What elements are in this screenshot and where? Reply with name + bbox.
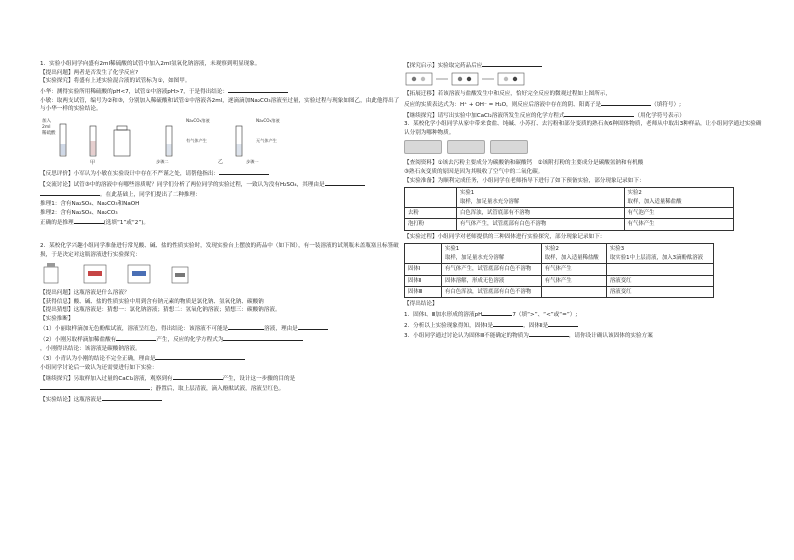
q2-problem: 【提出问题】这瓶溶液是什么溶液？ <box>40 289 130 296</box>
svg-text:甲: 甲 <box>90 159 96 166</box>
q2-stem: 2．某校化学兴趣小组同学准备进行常见酸、碱、盐的性质实验时，发现实验台上摆放的药品中（如下图），有一装溶液的试剂瓶未盖瓶塞且标签破损，于是决定对这瓶溶液进行实验探究： <box>40 242 399 258</box>
table-row: 实验1 取样，加足量水充分溶解 实验2 取样，加入适量稀盐酸 实验3 取实验1中上层清液，加入3滴酚酞溶液 <box>405 244 714 264</box>
table-row: 实验1 取样，加足量水充分溶解 实验2 取样，加入适量稀盐酸 <box>405 188 734 208</box>
r-expand: 【拓展迁移】若该溶液与盐酸发生中和反应，恰好完全反应的微观过程如上图所示， <box>404 91 611 98</box>
micro-process-diagram <box>404 71 554 87</box>
q2-step-3: （3）小青认为小刚的结论不完全正确，理由是 <box>40 353 400 364</box>
svg-text:Na₂CO₃溶液: Na₂CO₃溶液 <box>186 117 210 123</box>
q3-process: 【实验过程】小组同学对老师提供的三种固体进行实验探究，部分现象记录如下： <box>404 233 606 240</box>
q3-conclusion: 【得出结论】 <box>404 301 438 308</box>
figure-jia <box>40 116 140 166</box>
q2-info: 【获得信息】酸、碱、盐的性质实验中用到含有钠元素的物质是氯化钠、氢氧化钠、碳酸钠 <box>40 298 264 305</box>
q2-guess: 【提出猜想】这瓶溶液是：猜想一：氯化钠溶液；猜想二：氢氧化钠溶液；猜想三：碳酸钠溶液。 <box>40 307 281 314</box>
q2-conclusion: 【实验结论】这瓶溶液是 <box>40 394 400 405</box>
sample-images <box>404 140 764 158</box>
prep-table <box>404 187 734 231</box>
q3-conclusion-1: 1．固体Ⅰ、Ⅲ加水形成的溶液pH 7（填“>”、“<”或“=”）; <box>404 309 764 320</box>
svg-text:无气体产生: 无气体产生 <box>256 137 277 143</box>
q2-exp: 【实验推断】 <box>40 315 74 322</box>
sample-image-2 <box>447 140 485 154</box>
experiment-figure <box>40 116 400 166</box>
q3-conclusion-3: 3．小组同学通过讨论认为固体Ⅲ不能确定的物质为 ，请你设计确认该固体的实验方案 <box>404 330 764 341</box>
q3-conclusion-2: 2．分析以上实验现象得知，固体Ⅰ是 ，固体Ⅱ是 <box>404 320 764 331</box>
results-table <box>404 243 714 298</box>
svg-text:稀硫酸: 稀硫酸 <box>42 130 56 136</box>
q3-reference-2: ③熟石灰变质的原因是因为其吸收了空气中的二氧化碳。 <box>404 168 544 175</box>
q2-continue-cont: ；静置后，取上层清液，滴入酚酞试液，溶液呈红色。 <box>40 383 400 394</box>
sample-image-3 <box>490 140 528 154</box>
sample-image-1 <box>404 140 442 154</box>
q2-step-2-cont: ，小刚得出结论：该溶液是碳酸钠溶液。 <box>40 345 141 352</box>
table-row: 去粉 白色浑浊，试管底部有不溶物 有气泡产生 <box>405 207 734 218</box>
svg-text:Na₂CO₃溶液: Na₂CO₃溶液 <box>256 117 280 123</box>
table-row: 固体Ⅰ 有气体产生，试管底部有白色不溶物 有气体产生 <box>405 264 714 275</box>
q1-design: 【实验探究】将盛有上述实验混合液的试管标为①，如图甲。 <box>40 78 191 85</box>
svg-text:有气体产生: 有气体产生 <box>186 137 207 143</box>
q1-reflect: 【反思评价】小军认为小敏在实验设计中存在不严谨之处，请帮他指出： <box>40 168 400 179</box>
svg-text:乙: 乙 <box>218 158 224 165</box>
q1-guess-2: 推理2：含有Na₂SO₄、Na₂CO₃ <box>40 209 118 216</box>
q3-reference: 【查阅资料】①该去污粉主要成分为碳酸钠和碳酸钙 ②该附打粉的主要成分是碳酸氢钠和有机酸 <box>404 160 644 167</box>
r-expand-2: 反应的实质表达式为：H⁺ + OH⁻ = H₂O，则反应后溶液中存在的阴、阳离子是 （填符号）; <box>404 99 764 110</box>
q3-prep: 【实验准备】为顺利完成任务，小组同学在老师指导下进行了如下预备实验，部分现象记录如下： <box>404 177 645 184</box>
table-row: 固体Ⅲ 有白色浑浊，试管底部有白色不溶物 溶液变红 <box>405 286 714 297</box>
svg-text:步骤一: 步骤一 <box>246 158 259 164</box>
q2-step-3-cont: 小组同学讨论后一致认为还需要进行如下实验： <box>40 365 158 372</box>
q1-problem: 【提出问题】两者是否发生了化学反应? <box>40 69 139 76</box>
q1-guess-1: 推理1：含有Na₂SO₄、Na₂CO₃和NaOH <box>40 200 140 207</box>
q2-step-1: （1）小丽取样滴加无色酚酞试液，溶液呈红色，得出结论：该溶液不可能是 溶液，理由是 <box>40 323 400 334</box>
r-continue: 【继续探究】请写出实验中加CaCl₂溶液所发生反应的化学方程式 （用化学符号表示） <box>404 110 764 121</box>
right-column <box>404 0 764 341</box>
table-row: 固体Ⅱ 固体溶解，形成无色溶液 有气体产生 溶液变红 <box>405 275 714 286</box>
left-column <box>40 0 400 405</box>
r-insight: 【探究启示】实验取完药品后应 <box>404 60 764 71</box>
q1-discuss: 【交流讨论】试管③中的溶液中有哪些溶质呢？同学们分析了两位同学的实验过程，一致认为没有H₂SO₄，其理由是 <box>40 179 400 190</box>
svg-text:2ml: 2ml <box>42 124 51 130</box>
table-row: 泡打粉 有气体产生，试管底部有白色不溶物 有气体产生 <box>405 219 734 230</box>
q3-stem: 3．某校化学小组同学从家中带来食盐、纯碱、小苏打、去污粉和部分变质的熟石灰6种固体物质，老师从中取出3种样品，让小组同学通过实验确认分别为哪种物质。 <box>404 121 762 136</box>
q2-continue: 【继续探究】另取样加入过量的CaCl₂溶液，观察到有 产生，设计这一步骤的目的是 <box>40 373 400 384</box>
svg-text:步骤二: 步骤二 <box>156 158 169 164</box>
figure-yi <box>146 116 296 166</box>
svg-text:加入: 加入 <box>42 118 51 124</box>
q1-correct: 正确的是推理 (选填“1”或“2”)。 <box>40 217 400 228</box>
q1-xiaomin: 小敏：取两支试管，编号为②和③，分别加入稀硫酸和试管①中溶液各2ml，逐滴滴加Na₂CO₃溶液至过量，实验过程与现象如图乙，由此他得出了与小华一样的实验结论。 <box>40 97 400 113</box>
reagent-bottles <box>40 259 210 285</box>
q1-xiaohua: 小华：测得实验所用稀硫酸的pH<7，试管①中溶液pH>7，于是得出结论： <box>40 86 400 97</box>
q1-discuss-cont: 。在此基础上，同学们提出了二种推理： <box>40 189 400 200</box>
q1-stem: 1．实验小组同学向盛有2ml稀硫酸的试管中加入2ml氢氧化钠溶液，未观察到明显现象。 <box>40 61 261 67</box>
q2-step-2: （2）小刚另取样滴加稀盐酸有 产生，反应的化学方程式为 <box>40 334 400 345</box>
